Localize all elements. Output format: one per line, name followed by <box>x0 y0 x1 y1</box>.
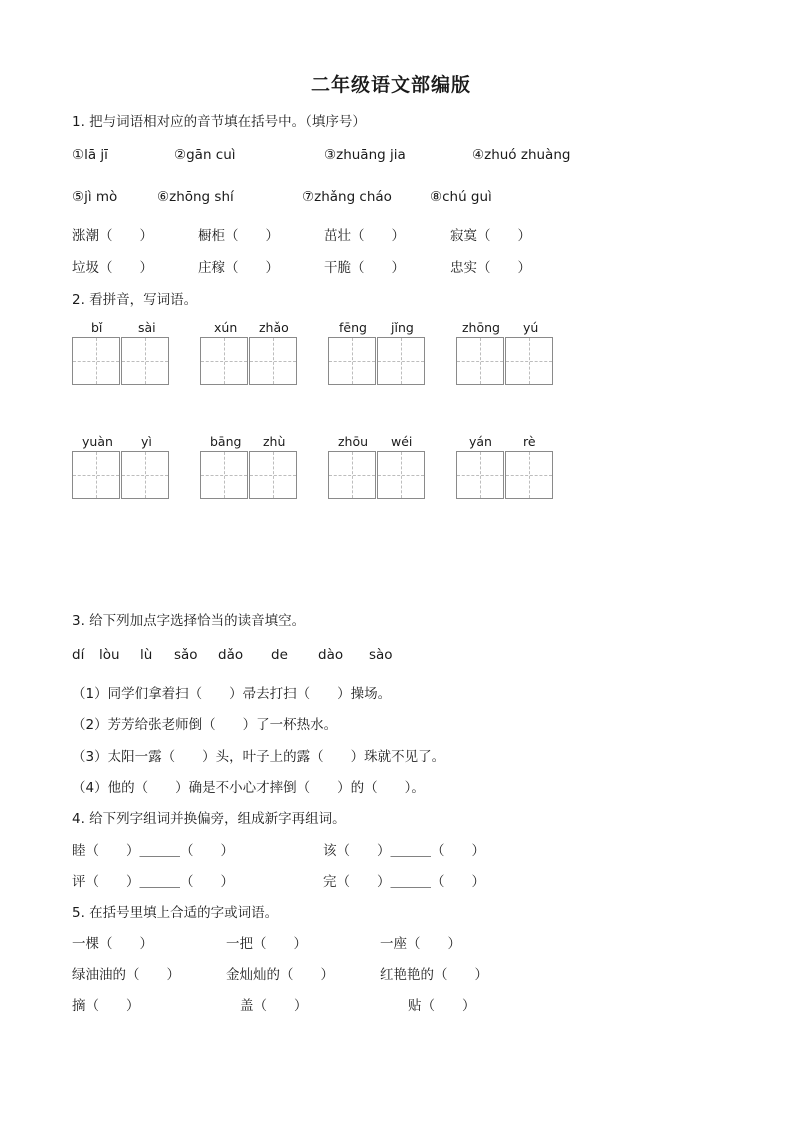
q2-pinyin: xún <box>214 320 238 335</box>
q5-item: 一棵（ ） <box>72 936 153 952</box>
q3-line: （3）太阳一露（ ）头，叶子上的露（ ）珠就不见了。 <box>72 749 446 765</box>
q1-word: 涨潮（ ） <box>72 228 153 244</box>
q5-item: 绿油油的（ ） <box>72 967 180 983</box>
q1-word: 庄稼（ ） <box>198 260 279 276</box>
q3-line: （4）他的（ ）确是不小心才摔倒（ ）的（ ）。 <box>72 780 425 796</box>
writing-grid-cell[interactable] <box>249 451 297 499</box>
q3-sound: sào <box>369 647 393 663</box>
q4-item: 睦（ ）＿＿＿（ ） <box>72 843 234 859</box>
q1-heading: 1. 把与词语相对应的音节填在括号中。（填序号） <box>72 114 366 130</box>
q4-heading: 4. 给下列字组词并换偏旁，组成新字再组词。 <box>72 811 346 827</box>
q5-item: 盖（ ） <box>240 998 308 1014</box>
q2-pinyin: yán <box>469 434 492 449</box>
q5-heading: 5. 在括号里填上合适的字或词语。 <box>72 905 279 921</box>
writing-grid-cell[interactable] <box>249 337 297 385</box>
q5-item: 红艳艳的（ ） <box>380 967 488 983</box>
writing-grid-cell[interactable] <box>72 337 120 385</box>
q2-pinyin: bǐ <box>91 320 103 335</box>
q5-item: 摘（ ） <box>72 998 140 1014</box>
q1-option: ⑧chú guì <box>430 189 492 205</box>
writing-grid-cell[interactable] <box>328 337 376 385</box>
q2-pinyin: zhōng <box>462 320 500 335</box>
q3-sound: dǎo <box>218 647 244 663</box>
writing-grid-cell[interactable] <box>505 451 553 499</box>
q2-pinyin: fēng <box>339 320 367 335</box>
q1-option: ④zhuó zhuàng <box>472 147 571 163</box>
q1-option: ⑦zhǎng cháo <box>302 189 392 205</box>
writing-grid-cell[interactable] <box>72 451 120 499</box>
q3-sound: lù <box>140 647 153 663</box>
q1-option: ③zhuāng jia <box>324 147 406 163</box>
q1-option: ②gān cuì <box>174 147 236 163</box>
q5-item: 贴（ ） <box>408 998 476 1014</box>
q1-word: 忠实（ ） <box>450 260 531 276</box>
q5-item: 一座（ ） <box>380 936 461 952</box>
q3-sound: dí <box>72 647 85 663</box>
writing-grid-cell[interactable] <box>328 451 376 499</box>
q3-line: （2）芳芳给张老师倒（ ）了一杯热水。 <box>72 717 338 733</box>
writing-grid-cell[interactable] <box>200 337 248 385</box>
q1-option: ⑥zhōng shí <box>157 189 234 205</box>
q2-pinyin: zhù <box>263 434 286 449</box>
q2-pinyin: sài <box>138 320 156 335</box>
writing-grid-cell[interactable] <box>377 451 425 499</box>
writing-grid-cell[interactable] <box>377 337 425 385</box>
page-title: 二年级语文部编版 <box>311 74 472 96</box>
writing-grid-cell[interactable] <box>121 337 169 385</box>
q3-sound: sǎo <box>174 647 198 663</box>
q3-line: （1）同学们拿着扫（ ）帚去打扫（ ）操场。 <box>72 686 392 702</box>
q2-pinyin: yì <box>141 434 152 449</box>
q2-pinyin: bāng <box>210 434 242 449</box>
q1-word: 垃圾（ ） <box>72 260 153 276</box>
q1-word: 干脆（ ） <box>324 260 405 276</box>
q2-pinyin: wéi <box>391 434 413 449</box>
q4-item: 评（ ）＿＿＿（ ） <box>72 874 234 890</box>
q4-item: 完（ ）＿＿＿（ ） <box>323 874 485 890</box>
q3-heading: 3. 给下列加点字选择恰当的读音填空。 <box>72 613 306 629</box>
q1-word: 寂寞（ ） <box>450 228 531 244</box>
q4-item: 该（ ）＿＿＿（ ） <box>323 843 485 859</box>
q1-option: ①lā jī <box>72 147 108 163</box>
q1-word: 橱柜（ ） <box>198 228 279 244</box>
writing-grid-cell[interactable] <box>505 337 553 385</box>
q1-option: ⑤jì mò <box>72 189 118 205</box>
q2-pinyin: rè <box>523 434 536 449</box>
q2-pinyin: zhōu <box>338 434 369 449</box>
writing-grid-cell[interactable] <box>121 451 169 499</box>
q3-sound: lòu <box>99 647 120 663</box>
writing-grid-cell[interactable] <box>456 451 504 499</box>
q2-heading: 2. 看拼音，写词语。 <box>72 292 198 308</box>
q5-item: 金灿灿的（ ） <box>226 967 334 983</box>
writing-grid-cell[interactable] <box>200 451 248 499</box>
q3-sound: dào <box>318 647 344 663</box>
q3-sound: de <box>271 647 288 663</box>
q5-item: 一把（ ） <box>226 936 307 952</box>
q2-pinyin: zhǎo <box>259 320 289 335</box>
writing-grid-cell[interactable] <box>456 337 504 385</box>
q2-pinyin: yuàn <box>82 434 113 449</box>
q2-pinyin: jǐng <box>391 320 414 335</box>
q1-word: 茁壮（ ） <box>324 228 405 244</box>
q2-pinyin: yú <box>523 320 539 335</box>
